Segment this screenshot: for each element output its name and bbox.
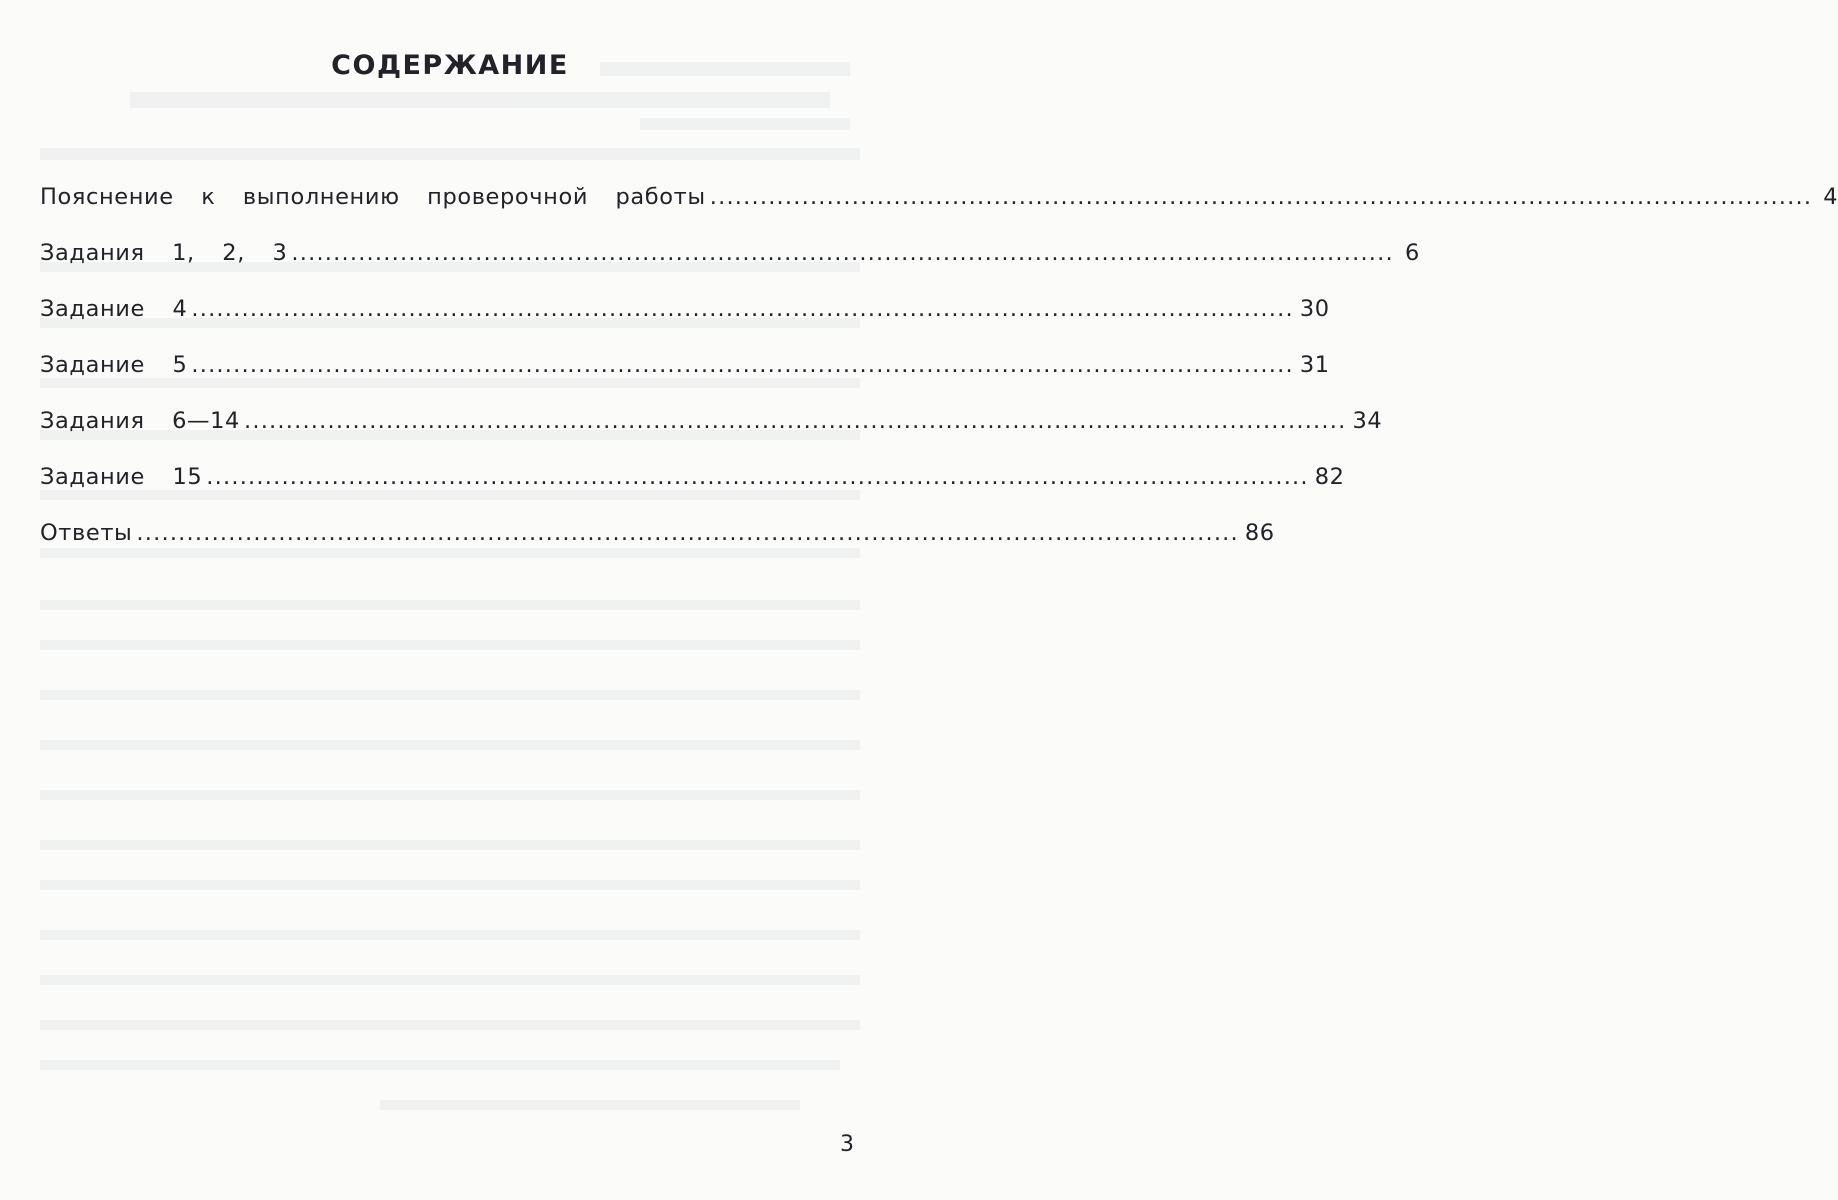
toc-entry-page: 82 [1314,464,1345,490]
toc-entry-label: Задания 6—14 [40,408,240,434]
toc-entry [40,296,1330,352]
toc-entry-label: Пояснение к выполнению проверочной работы [40,184,706,210]
page-title: СОДЕРЖАНИЕ [331,50,569,81]
toc-dot-leader: .................................................................................................................................... [191,352,1294,378]
toc-dot-leader: .................................................................................................................................... [136,520,1239,546]
toc-dot-leader: .................................................................................................................................... [243,408,1347,434]
toc-dot-leader: .................................................................................................................................... [191,296,1294,322]
toc-entry [40,352,1330,408]
toc-entry-label: Ответы [40,520,133,546]
toc-entry [40,184,1838,240]
toc-entry-page: 86 [1244,520,1275,546]
bleed-through-texture [0,0,900,1200]
toc-entry-page: 34 [1352,408,1383,434]
toc-entry-label: Задание 15 [40,464,203,490]
toc-entry [40,240,1420,296]
toc-entry-page: 4 [1823,184,1838,210]
toc-entry-label: Задания 1, 2, 3 [40,240,288,266]
toc-entry [40,408,1383,464]
toc-entry-page: 6 [1404,240,1420,266]
toc-dot-leader: .................................................................................................................................... [709,184,1813,210]
toc-entry-page: 30 [1299,296,1330,322]
table-of-contents [40,184,1838,576]
toc-dot-leader: .................................................................................................................................... [206,464,1309,490]
toc-entry-label: Задание 4 [40,296,188,322]
page-number: 3 [840,1132,854,1157]
toc-entry-label: Задание 5 [40,352,188,378]
toc-entry [40,464,1345,520]
toc-dot-leader: .................................................................................................................................... [291,240,1394,266]
toc-entry-page: 31 [1299,352,1330,378]
toc-entry [40,520,1275,576]
